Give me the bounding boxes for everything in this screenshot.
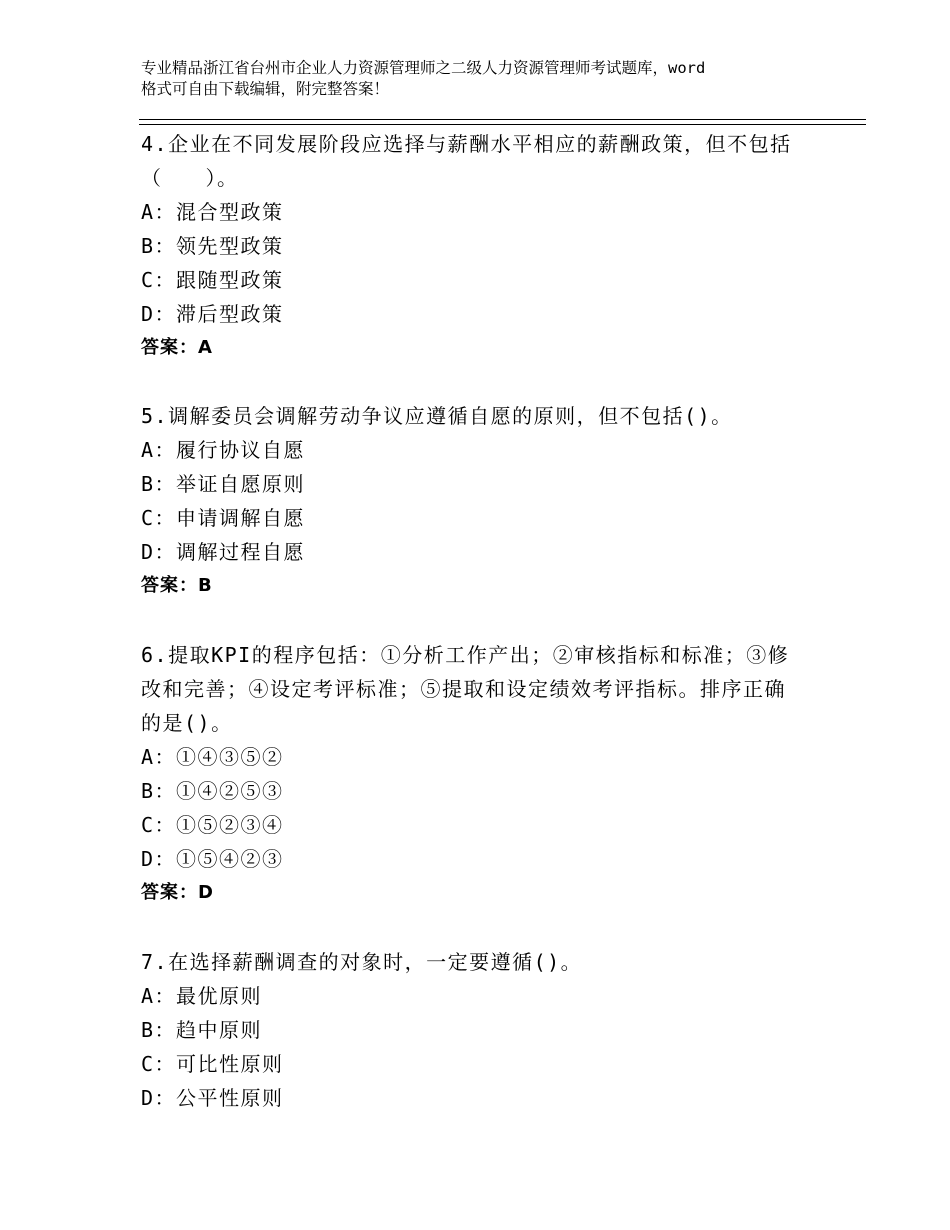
answer: 答案：B xyxy=(141,575,213,596)
question-stem-line: 改和完善；④设定考评标准；⑤提取和设定绩效考评指标。排序正确 xyxy=(141,677,786,701)
option-d: D：①⑤④②③ xyxy=(141,847,284,871)
header-title-line-1: 专业精品浙江省台州市企业人力资源管理师之二级人力资源管理师考试题库，word xyxy=(141,59,706,77)
document-header xyxy=(141,58,841,100)
question-stem-line: 6.提取KPI的程序包括：①分析工作产出；②审核指标和标准；③修 xyxy=(141,643,790,667)
header-title-line-2: 格式可自由下载编辑，附完整答案！ xyxy=(141,80,390,98)
option-b: B：①④②⑤③ xyxy=(141,779,284,803)
option-d: D：调解过程自愿 xyxy=(141,540,306,564)
answer: 答案：D xyxy=(141,882,214,903)
answer: 答案：A xyxy=(141,337,213,358)
question-5 xyxy=(141,399,841,603)
question-stem-line: 的是()。 xyxy=(141,711,233,735)
header-divider-top xyxy=(139,119,866,120)
question-4 xyxy=(141,127,841,365)
option-c: C：可比性原则 xyxy=(141,1052,284,1076)
option-c: C：申请调解自愿 xyxy=(141,506,306,530)
question-6 xyxy=(141,638,841,910)
option-a: A：①④③⑤② xyxy=(141,745,284,769)
question-stem-line: （ ）。 xyxy=(141,166,239,190)
option-b: B：趋中原则 xyxy=(141,1018,263,1042)
question-7 xyxy=(141,945,841,1115)
question-stem-line: 7.在选择薪酬调查的对象时，一定要遵循()。 xyxy=(141,950,583,974)
question-stem xyxy=(141,399,841,433)
question-stem xyxy=(141,638,841,740)
option-b: B：举证自愿原则 xyxy=(141,472,306,496)
question-stem-line: 5.调解委员会调解劳动争议应遵循自愿的原则，但不包括()。 xyxy=(141,404,733,428)
question-stem xyxy=(141,127,841,195)
header-divider-bottom xyxy=(139,124,866,125)
option-a: A：混合型政策 xyxy=(141,200,284,224)
option-c: C：跟随型政策 xyxy=(141,268,284,292)
option-a: A：履行协议自愿 xyxy=(141,438,306,462)
option-d: D：公平性原则 xyxy=(141,1086,284,1110)
option-b: B：领先型政策 xyxy=(141,234,284,258)
option-c: C：①⑤②③④ xyxy=(141,813,284,837)
question-stem xyxy=(141,945,841,979)
option-d: D：滞后型政策 xyxy=(141,302,284,326)
option-a: A：最优原则 xyxy=(141,984,263,1008)
question-stem-line: 4.企业在不同发展阶段应选择与薪酬水平相应的薪酬政策，但不包括 xyxy=(141,132,792,156)
